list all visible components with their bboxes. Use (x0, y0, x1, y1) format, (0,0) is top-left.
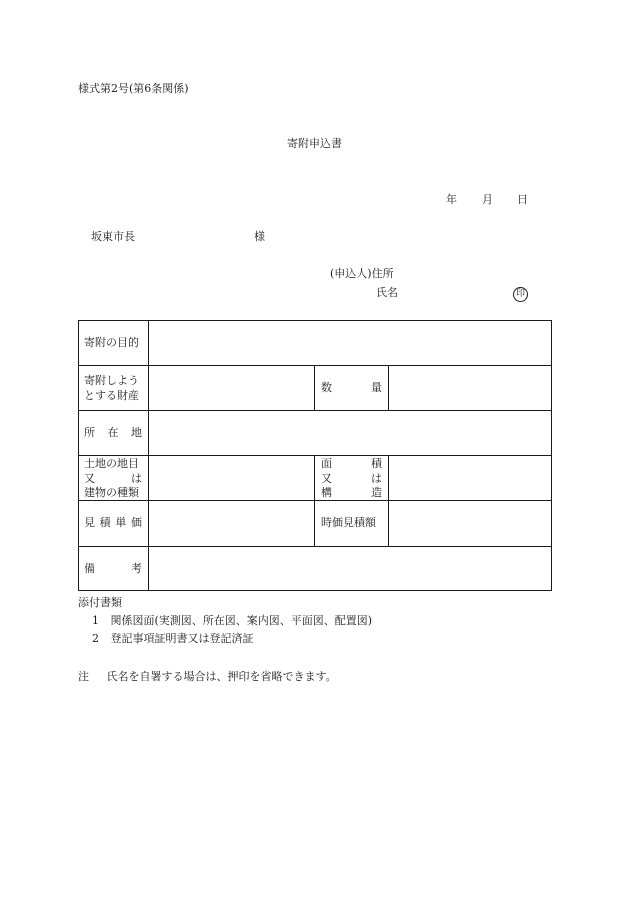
addressee-name: 坂東市長 (91, 230, 135, 243)
remarks-label: 備 考 (84, 562, 142, 575)
table-row-divider (78, 546, 552, 547)
area-or-label: 又 は (321, 472, 382, 485)
attachment-item (92, 632, 254, 646)
attachment-item (92, 614, 372, 628)
note (78, 670, 337, 684)
attachment-text: 登記事項証明書又は登記済証 (110, 632, 254, 645)
table-column-divider (388, 455, 389, 547)
quantity-label: 数 量 (321, 381, 382, 394)
attachment-text: 関係図面(実測図、所在図、案内図、平面図、配置図) (110, 614, 373, 627)
purpose-label: 寄附の目的 (84, 336, 139, 349)
seal-mark (513, 286, 528, 302)
attachment-number: 2 (92, 632, 99, 645)
form-number: 様式第2号(第6条関係) (78, 82, 189, 95)
land-category-label: 土地の地目 (84, 457, 139, 470)
attachments-heading: 添付書類 (78, 596, 122, 609)
building-type-label: 建物の種類 (84, 486, 139, 499)
note-text: 氏名を自署する場合は、押印を省略できます。 (106, 670, 337, 683)
attachment-number: 1 (92, 614, 99, 627)
property-label-line-1: 寄附しよう (84, 374, 139, 387)
table-row-divider (78, 365, 552, 366)
or-label: 又 は (84, 472, 142, 485)
addressee-honorific: 様 (254, 230, 265, 243)
estimate-unit-price-label: 見 積 単 価 (84, 516, 142, 529)
structure-label: 構 造 (321, 486, 382, 499)
property-label-line-2: とする財産 (84, 389, 139, 402)
table-row-divider (78, 410, 552, 411)
market-value-label: 時価見積額 (321, 516, 376, 529)
table-row-divider (78, 500, 552, 501)
table-row-divider (78, 455, 552, 456)
applicant-name-label: 氏名 (376, 286, 398, 299)
area-label: 面 積 (321, 457, 382, 470)
table-column-divider (314, 365, 315, 411)
table-column-divider (148, 320, 149, 591)
date-day-label: 日 (517, 193, 528, 206)
date-year-label: 年 (446, 193, 457, 206)
seal-icon: 印 (513, 287, 528, 302)
note-label: 注 (78, 670, 89, 683)
table-column-divider (388, 365, 389, 411)
location-label: 所 在 地 (84, 426, 142, 439)
document-title: 寄附申込書 (287, 137, 342, 150)
table-column-divider (314, 455, 315, 547)
date-month-label: 月 (482, 193, 493, 206)
applicant-address-label: (申込人)住所 (330, 267, 394, 280)
